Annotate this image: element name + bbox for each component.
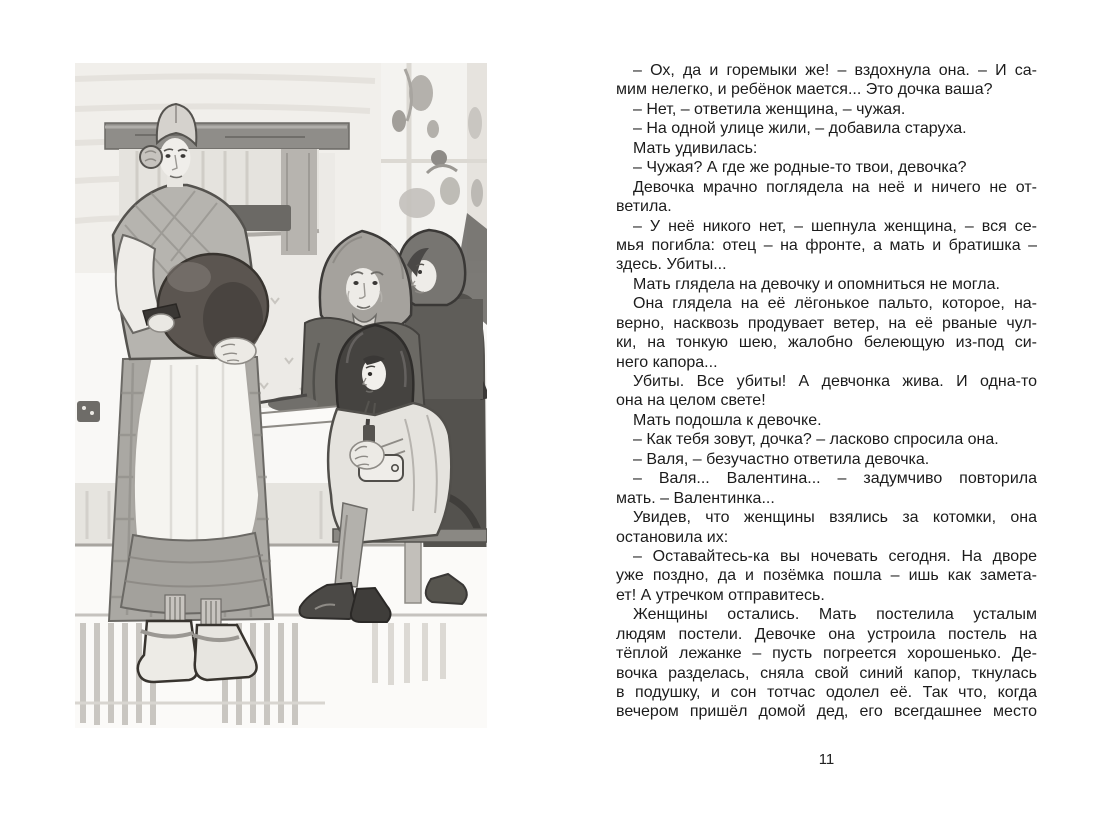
- text-line: здесь. Убиты...: [616, 256, 727, 274]
- cup: [77, 401, 100, 422]
- text-line: Увидев, что женщины взялись за котомки, она: [633, 509, 1037, 527]
- text-line: мать. – Валентинка...: [616, 489, 775, 507]
- text-line: она на целом свете!: [616, 392, 766, 410]
- text-line: вечером пришёл домой дед, его всегдашнее место: [616, 703, 1037, 721]
- text-line: людям постели. Девочке она устроила постель на: [616, 625, 1037, 643]
- text-line: – На одной улице жили, – добавила старуха.: [633, 120, 967, 138]
- text-line: – Валя... Валентина... – задумчиво повторила: [633, 470, 1037, 488]
- text-line: – Оставайтесь-ка вы ночевать сегодня. На дворе: [633, 547, 1037, 565]
- text-line: Мать удивилась:: [633, 139, 758, 157]
- text-line: Она глядела на её лёгонькое пальто, которое, на-: [633, 295, 1037, 313]
- ink-wash-illustration: [75, 63, 487, 728]
- text-line: уже поздно, да и позёмка пошла – ишь как замета-: [616, 567, 1037, 585]
- book-illustration: [75, 63, 487, 728]
- text-line: мим нелегко, и ребёнок мается... Это дочка ваша?: [616, 81, 993, 99]
- text-line: в подушку, и сон тотчас одолел её. Так что, когда: [616, 684, 1037, 701]
- text-line: – Валя, – безучастно ответила девочка.: [633, 450, 930, 468]
- text-line: вочка разделась, сняла свой синий капор, ткнулась: [616, 664, 1037, 682]
- text-line: мья погибла: отец – на фронте, а мать и братишка –: [616, 236, 1037, 254]
- text-line: остановила их:: [616, 528, 729, 546]
- text-line: ветила.: [616, 198, 672, 216]
- page-number: 11: [818, 751, 835, 768]
- text-line: – Нет, – ответила женщина, – чужая.: [633, 100, 906, 118]
- text-line: – Как тебя зовут, дочка? – ласково спросила она.: [633, 431, 999, 449]
- text-line: ки, на тонкую шею, жалобно белеющую из-под си-: [616, 334, 1037, 352]
- text-line: него капора...: [616, 353, 718, 371]
- text-line: ет! А утречком отправитесь.: [616, 586, 825, 604]
- text-line: Женщины остались. Мать постелила усталым: [633, 606, 1037, 624]
- text-line: – У неё никого нет, – шепнула женщина, – вся се-: [633, 217, 1037, 235]
- text-line: Мать подошла к девочке.: [633, 411, 822, 429]
- text-line: тёплой лежанке – пусть погреется хорошенько. Де-: [616, 645, 1037, 663]
- text-line: Девочка мрачно поглядела на неё и ничего не от-: [633, 178, 1037, 196]
- page-text: [616, 61, 1037, 722]
- text-line: Мать глядела на девочку и опомниться не могла.: [633, 275, 1000, 293]
- text-line: – Ох, да и горемыки же! – вздохнула она. – И са-: [633, 62, 1037, 79]
- text-line: Убиты. Все убиты! А девчонка жива. И одна-то: [633, 373, 1037, 390]
- text-line: верно, насквозь продувает ветер, на её рваные чул-: [616, 314, 1037, 332]
- text-line: – Чужая? А где же родные-то твои, девочка?: [633, 159, 967, 177]
